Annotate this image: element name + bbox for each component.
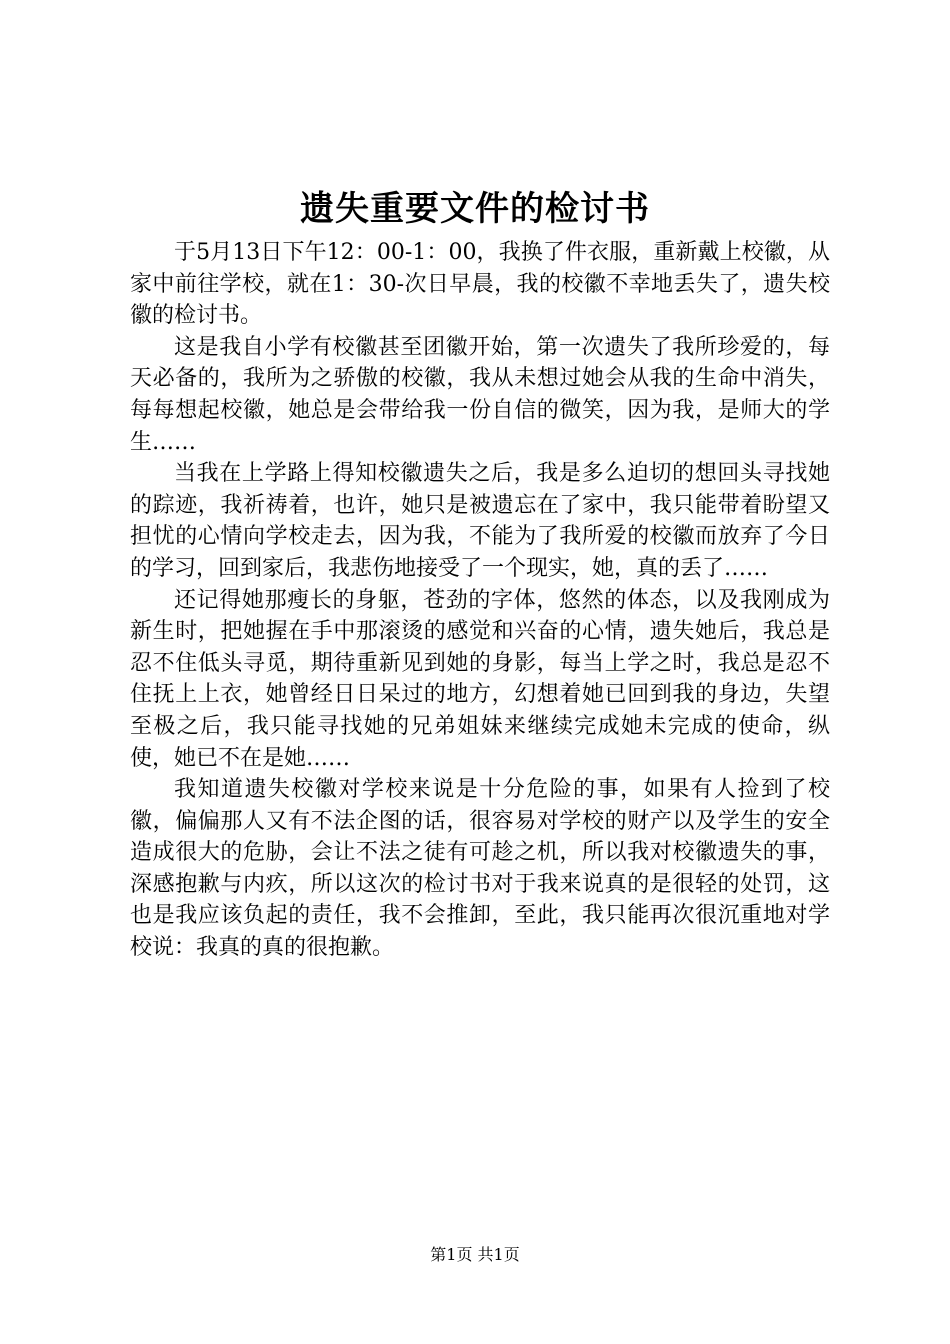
paragraph: 还记得她那瘦长的身躯，苍劲的字体，悠然的体态，以及我刚成为新生时，把她握在手中那滚烫的感觉和兴奋的心情，遗失她后，我总是忍不住低头寻觅，期待重新见到她的身影，每当上学之时，我总是忍不住抚上上衣，她曾经日日呆过的地方，幻想着她已回到我的身边，失望至极之后，我只能寻找她的兄弟姐妹来继续完成她未完成的使命，纵使，她已不在是她…… (130, 587, 830, 771)
paragraph: 当我在上学路上得知校徽遗失之后，我是多么迫切的想回头寻找她的踪迹，我祈祷着，也许，她只是被遗忘在了家中，我只能带着盼望又担忧的心情向学校走去，因为我，不能为了我所爱的校徽而放弃了今日的学习，回到家后，我悲伤地接受了一个现实，她，真的丢了…… (130, 461, 830, 581)
paragraph: 我知道遗失校徽对学校来说是十分危险的事，如果有人捡到了校徽，偏偏那人又有不法企图的话，很容易对学校的财产以及学生的安全造成很大的危胁，会让不法之徒有可趁之机，所以我对校徽遗失的事，深感抱歉与内疚，所以这次的检讨书对于我来说真的是很轻的处罚，这也是我应该负起的责任，我不会推卸，至此，我只能再次很沉重地对学校说：我真的真的很抱歉。 (130, 777, 830, 961)
paragraph: 于5月13日下午12：00-1：00，我换了件衣服，重新戴上校徽，从家中前往学校，就在1：30-次日早晨，我的校徽不幸地丢失了，遗失校徽的检讨书。 (130, 240, 830, 329)
document-body (130, 237, 830, 964)
page-footer: 第1页 共1页 (430, 1245, 520, 1264)
document-title: 遗失重要文件的检讨书 (300, 189, 650, 229)
paragraph: 这是我自小学有校徽甚至团徽开始，第一次遗失了我所珍爱的，每天必备的，我所为之骄傲的校徽，我从未想过她会从我的生命中消失，每每想起校徽，她总是会带给我一份自信的微笑，因为我，是师大的学生…… (130, 334, 830, 455)
